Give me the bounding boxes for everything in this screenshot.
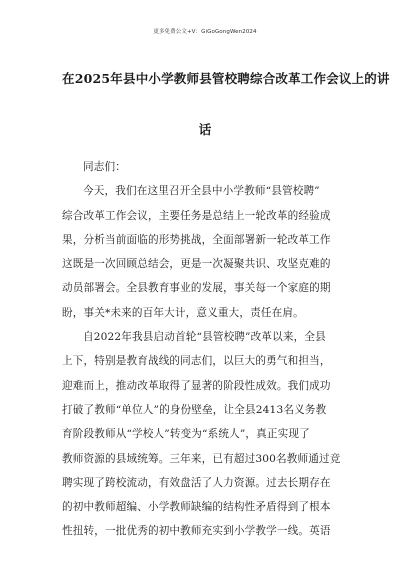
header-note: 更多免费公文+V：GiGoGongWen2024 — [153, 29, 257, 35]
document-body — [62, 155, 352, 544]
paragraph-line: 性扭转，一批优秀的初中教师充实到小学教学一线。英语 — [62, 525, 331, 538]
paragraph-line: 教师资源的县域统筹。三年来，已有超过300名教师通过竞 — [62, 452, 341, 465]
paragraph-line: 上下，特别是教育战线的同志们，以巨大的勇气和担当， — [62, 355, 331, 368]
paragraph-line: 这既是一次回顾总结会，更是一次凝聚共识、攻坚克难的 — [62, 258, 331, 271]
paragraph-line: 打破了教师“单位人”的身份壁垒，让全县2413名义务教 — [62, 403, 327, 416]
document-title-continuation: 话 — [198, 122, 212, 137]
paragraph-2 — [62, 325, 352, 544]
paragraph-line: 动员部署会。全县教育事业的发展，事关每一个家庭的期 — [62, 282, 331, 295]
paragraph-line: 自2022年我县启动首轮“县管校聘”改革以来，全县 — [83, 331, 326, 344]
salutation: 同志们： — [83, 161, 126, 173]
paragraph-line: 综合改革工作会议，主要任务是总结上一轮改革的经验成 — [62, 209, 331, 222]
paragraph-line: 育阶段教师从“学校人”转变为“系统人”，真正实现了 — [62, 428, 310, 441]
paragraph-line: 盼，事关*未来的百年大计，意义重大，责任在肩。 — [62, 306, 304, 319]
paragraph-line: 的初中教师超编、小学教师缺编的结构性矛盾得到了根本 — [62, 501, 331, 514]
paragraph-line: 迎难而上，推动改革取得了显著的阶段性成效。我们成功 — [62, 379, 331, 392]
paragraph-1 — [62, 179, 352, 325]
document-title: 在2025年县中小学教师县管校聘综合改革工作会议上的讲 — [62, 71, 390, 86]
paragraph-line: 聘实现了跨校流动，有效盘活了人力资源。过去长期存在 — [62, 476, 331, 489]
paragraph-line: 果，分析当前面临的形势挑战，全面部署新一轮改革工作 — [62, 233, 331, 246]
paragraph-line: 今天，我们在这里召开全县中小学教师“县管校聘” — [83, 185, 320, 198]
